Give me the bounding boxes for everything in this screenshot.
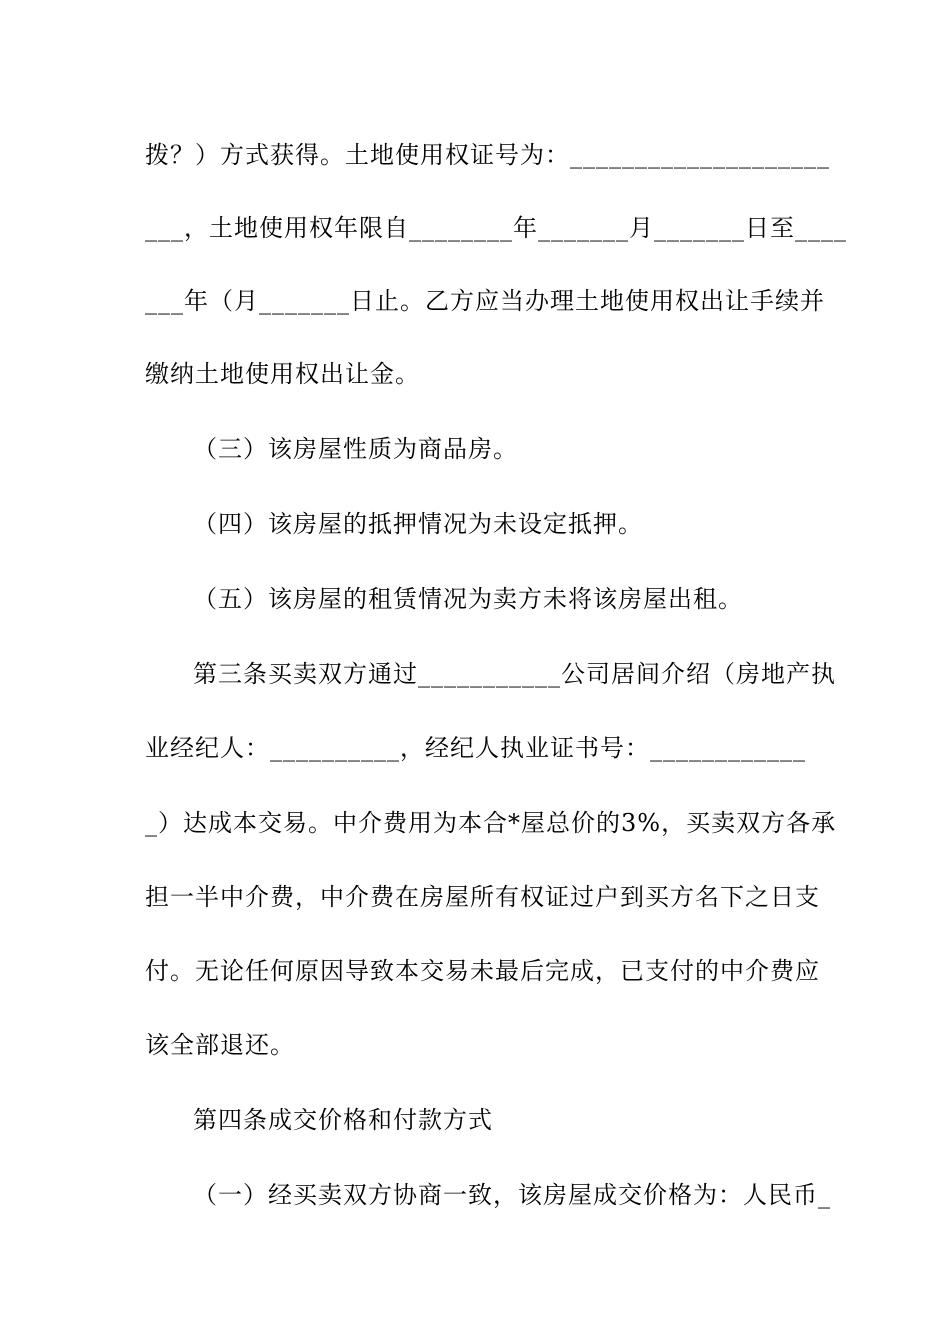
text-line: 担一半中介费，中介费在房屋所有权证过户到买方名下之日支 xyxy=(145,883,820,911)
text-line: ___年（月_______日止。乙方应当办理土地使用权出让手续并 xyxy=(145,287,825,315)
text-line: 拨？）方式获得。土地使用权证号为：____________________ xyxy=(145,141,830,169)
text-line: 付。无论任何原因导致本交易未最后完成，已支付的中介费应 xyxy=(145,957,820,985)
text-line: 业经纪人：__________，经纪人执业证书号：____________ xyxy=(145,734,806,762)
text-line: 该全部退还。 xyxy=(145,1031,295,1059)
text-line: ___，土地使用权年限自________年_______月_______日至____ xyxy=(145,214,847,242)
text-line: 第三条买卖双方通过___________公司居间介绍（房地产执 xyxy=(193,660,836,688)
text-line: _）达成本交易。中介费用为本合*屋总价的3%，买卖双方各承 xyxy=(145,809,837,837)
text-line: （四）该房屋的抵押情况为未设定抵押。 xyxy=(193,510,643,538)
text-line: 缴纳土地使用权出让金。 xyxy=(145,360,420,388)
text-line: （三）该房屋性质为商品房。 xyxy=(193,435,518,463)
text-line: （一）经买卖双方协商一致，该房屋成交价格为：人民币_ xyxy=(193,1181,831,1209)
text-line: （五）该房屋的租赁情况为卖方未将该房屋出租。 xyxy=(193,585,743,613)
section-heading: 第四条成交价格和付款方式 xyxy=(193,1106,493,1134)
